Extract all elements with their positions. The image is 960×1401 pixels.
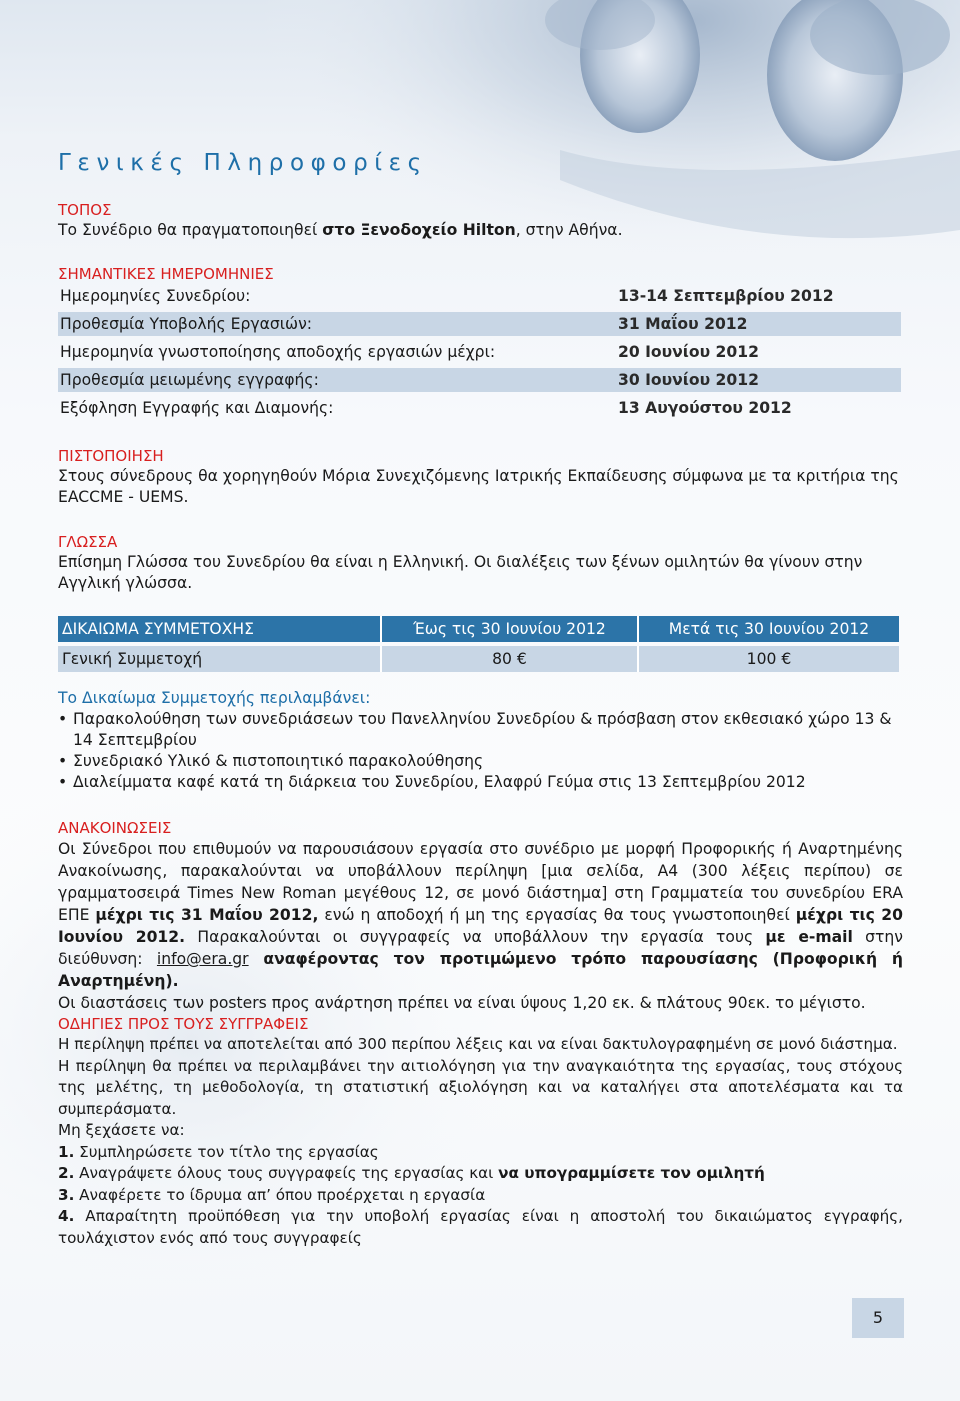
date-row: Προθεσμία Υποβολής Εργασιών: 31 Μαΐου 2012 [58, 312, 901, 336]
fees-table [58, 616, 899, 672]
includes-title: Το Δικαίωμα Συμμετοχής περιλαμβάνει: [58, 689, 371, 707]
date-row: Ημερομηνία γνωστοποίησης αποδοχής εργασιών μέχρι: 20 Ιουνίου 2012 [60, 343, 759, 361]
language-text: Επίσημη Γλώσσα του Συνεδρίου θα είναι η Ελληνική. Οι διαλέξεις των ξένων ομιλητών θα γίνουν στην Αγγλική γλώσσα. [58, 553, 863, 592]
announcements-text: Οι Σύνεδροι που επιθυμούν να παρουσιάσουν εργασία στο συνέδριο με μορφή Προφορικής ή Αναρτημένης Ανακοίνωσης, παρακαλούνται να υποβάλλουν περίληψη [μια σελίδα, Α4 (300 λέξεις περίπου) σε γραμματοσειρά Times New Roman μεγέθους 12, σε μονό διάστημα] στη Γραμματεία του συνεδρίου ERA ΕΠΕ μέχρι τις 31 Μαΐου 2012, ενώ η αποδοχή ή μη της εργασίας θα τους γνωστοποιηθεί μέχρι τις 20 Ιουνίου 2012. Παρακαλούνται οι συγγραφείς να υποβάλλουν την εργασία τους με e-mail στην διεύθυνση: info@era.gr αναφέροντας τον προτιμώμενο τρόπο παρουσίασης (Προφορική ή Αναρτημένη). [58, 840, 904, 990]
fees-header-cell: Μετά τις 30 Ιουνίου 2012 [638, 616, 899, 642]
includes-section [58, 688, 903, 793]
guidelines-section [58, 1014, 903, 1249]
fees-cell: Γενική Συμμετοχή [58, 646, 381, 672]
checklist [58, 1142, 903, 1250]
date-row: Ημερομηνίες Συνεδρίου: 13-14 Σεπτεμβρίου 2012 [60, 287, 834, 305]
fees-cell: 80 € [381, 646, 638, 672]
poster-dimensions-text: Οι διαστάσεις των posters προς ανάρτηση πρέπει να είναι ύψους 1,20 εκ. & πλάτους 90εκ. το μέγιστο. [58, 994, 866, 1012]
announcements-section [58, 818, 903, 1014]
language-label: ΓΛΩΣΣΑ [58, 533, 118, 551]
list-item: 4. Απαραίτητη προϋπόθεση για την υποβολή εργασίας είναι η αποστολή του δικαιώματος εγγραφής, τουλάχιστον ενός από τους συγγραφείς [58, 1207, 903, 1247]
venue-section [58, 200, 903, 241]
email-link[interactable]: info@era.gr [156, 950, 249, 968]
list-item: • Διαλείμματα καφέ κατά τη διάρκεια του Συνεδρίου, Ελαφρύ Γεύμα στις 13 Σεπτεμβρίου 2012 [58, 772, 903, 793]
list-item: 2. Αναγράψετε όλους τους συγγραφείς της εργασίας και να υπογραμμίσετε τον ομιλητή [58, 1164, 765, 1182]
list-item: • Παρακολούθηση των συνεδριάσεων του Πανελληνίου Συνεδρίου & πρόσβαση στον εκθεσιακό χώρο 13 & 14 Σεπτεμβρίου [58, 709, 903, 751]
certification-label: ΠΙΣΤΟΠΟΙΗΣΗ [58, 447, 164, 465]
language-section [58, 532, 903, 594]
certification-text: Στους σύνεδρους θα χορηγηθούν Μόρια Συνεχιζόμενης Ιατρικής Εκπαίδευσης σύμφωνα με τα κριτήρια της EACCME - UEMS. [58, 467, 899, 506]
fees-cell: 100 € [638, 646, 899, 672]
date-row: Προθεσμία μειωμένης εγγραφής: 30 Ιουνίου 2012 [58, 368, 901, 392]
page-title: Γενικές Πληροφορίες [58, 150, 428, 176]
dates-section [58, 264, 903, 420]
date-row: Εξόφληση Εγγραφής και Διαμονής: 13 Αυγούστου 2012 [60, 399, 792, 417]
list-item: 1. Συμπληρώσετε τον τίτλο της εργασίας [58, 1142, 379, 1161]
page-number: 5 [852, 1298, 904, 1338]
fees-header-row [58, 616, 899, 642]
venue-label: ΤΟΠΟΣ [58, 201, 112, 219]
list-item: 3. Αναφέρετε το ίδρυμα απ’ όπου προέρχεται η εργασία [58, 1185, 486, 1204]
includes-list [58, 709, 903, 793]
dates-label: ΣΗΜΑΝΤΙΚΕΣ ΗΜΕΡΟΜΗΝΙΕΣ [58, 265, 274, 283]
fees-row [58, 646, 899, 672]
list-item: • Συνεδριακό Υλικό & πιστοποιητικό παρακολούθησης [58, 751, 903, 772]
guidelines-text: Η περίληψη θα πρέπει να περιλαμβάνει την αιτιολόγηση για την αναγκαιότητα της εργασίας, τους στόχους της μελέτης, τη μεθοδολογία, τη στατιστική αξιολόγηση και να καταλήγει στα αποτελέσματα και τα συμπεράσματα. [58, 1056, 903, 1118]
guidelines-text: Η περίληψη πρέπει να αποτελείται από 300 περίπου λέξεις και να είναι δακτυλογραφημένη σε μονό διάστημα. [58, 1035, 898, 1053]
fees-header-cell: Έως τις 30 Ιουνίου 2012 [381, 616, 638, 642]
guidelines-text: Μη ξεχάσετε να: [58, 1121, 185, 1139]
guidelines-label: ΟΔΗΓΙΕΣ ΠΡΟΣ ΤΟΥΣ ΣΥΓΓΡΑΦΕΙΣ [58, 1015, 309, 1033]
fees-header-cell: ΔΙΚΑΙΩΜΑ ΣΥΜΜΕΤΟΧΗΣ [58, 616, 381, 642]
announcements-label: ΑΝΑΚΟΙΝΩΣΕΙΣ [58, 819, 172, 837]
certification-section [58, 446, 903, 508]
venue-text: Το Συνέδριο θα πραγματοποιηθεί στο Ξενοδοχείο Hilton, στην Αθήνα. [58, 221, 623, 239]
